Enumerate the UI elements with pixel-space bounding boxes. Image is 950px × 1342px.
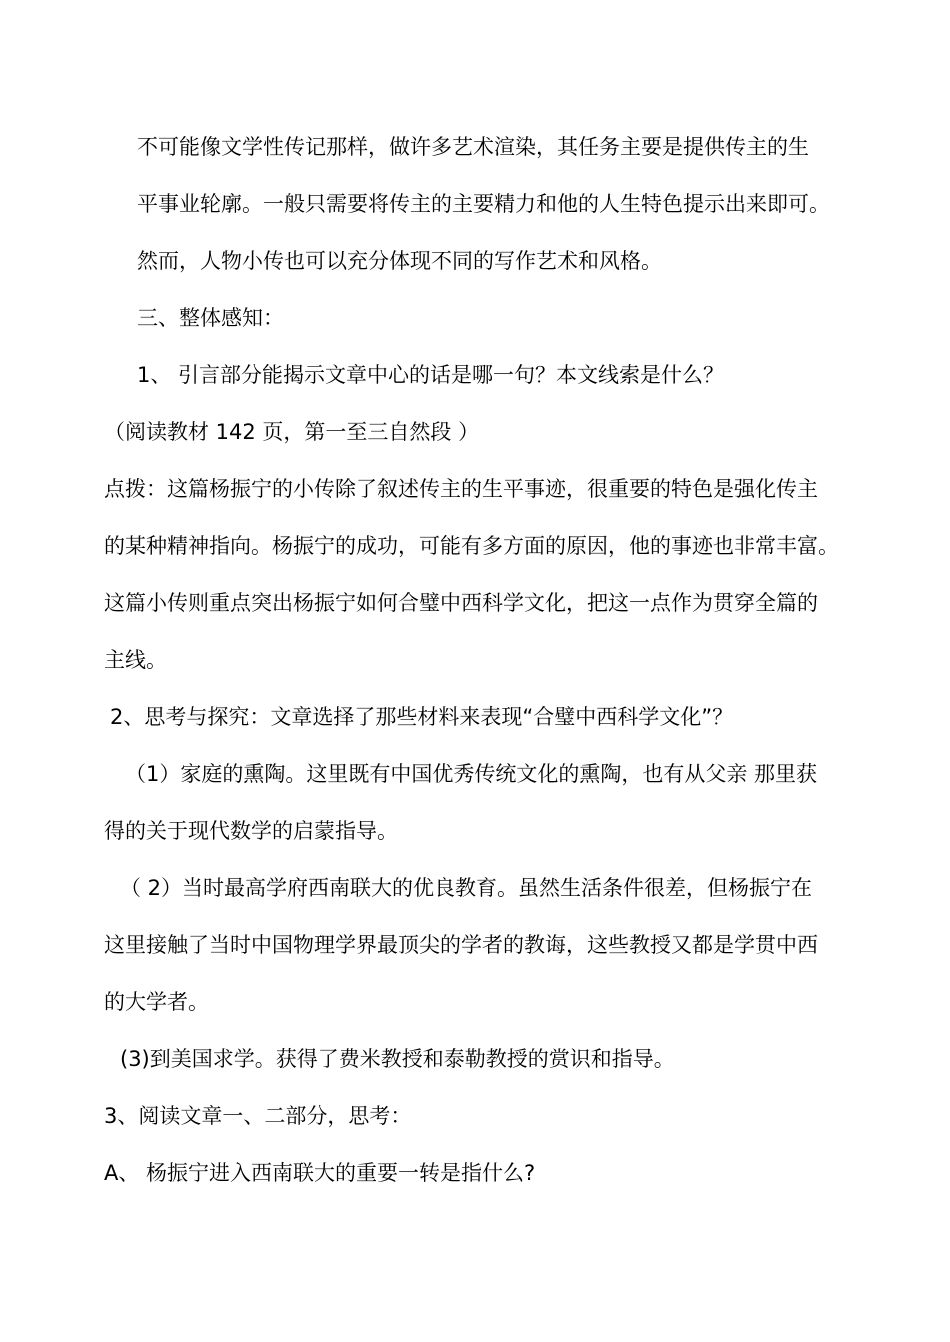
paragraph-line: 不可能像文学性传记那样，做许多艺术渲染，其任务主要是提供传主的生 (137, 135, 809, 159)
paragraph-line: 平事业轮廓。一般只需要将传主的主要精力和他的人生特色提示出来即可。 (137, 192, 830, 216)
paragraph-line: 主线。 (104, 648, 167, 672)
list-item: （ 2）当时最高学府西南联大的优良教育。虽然生活条件很差，但杨振宁在 (120, 876, 813, 900)
question-line: 2、思考与探究：文章选择了那些材料来表现“合璧中西科学文化”？ (110, 705, 734, 729)
paragraph-line: 然而，人物小传也可以充分体现不同的写作艺术和风格。 (137, 249, 662, 273)
question-line: 1、 引言部分能揭示文章中心的话是哪一句？本文线索是什么？ (137, 363, 725, 387)
list-item: 的大学者。 (104, 990, 209, 1014)
paragraph-line: 这篇小传则重点突出杨振宁如何合璧中西科学文化，把这一点作为贯穿全篇的 (104, 591, 818, 615)
list-item: 这里接触了当时中国物理学界最顶尖的学者的教诲，这些教授又都是学贯中西 (104, 933, 818, 957)
list-item: （1）家庭的熏陶。这里既有中国优秀传统文化的熏陶，也有从父亲 那里获 (125, 762, 818, 786)
reference-note: （阅读教材 142 页，第一至三自然段 ） (104, 420, 480, 444)
question-line: 3、阅读文章一、二部分，思考： (104, 1104, 412, 1128)
question-line: A、 杨振宁进入西南联大的重要一转是指什么? (104, 1161, 536, 1185)
list-item: 得的关于现代数学的启蒙指导。 (104, 819, 398, 843)
section-heading: 三、整体感知： (137, 306, 284, 330)
list-item: (3)到美国求学。获得了费米教授和泰勒教授的赏识和指导。 (120, 1047, 675, 1071)
paragraph-line: 点拨：这篇杨振宁的小传除了叙述传主的生平事迹，很重要的特色是强化传主 (104, 477, 818, 501)
paragraph-line: 的某种精神指向。杨振宁的成功，可能有多方面的原因，他的事迹也非常丰富。 (104, 534, 839, 558)
